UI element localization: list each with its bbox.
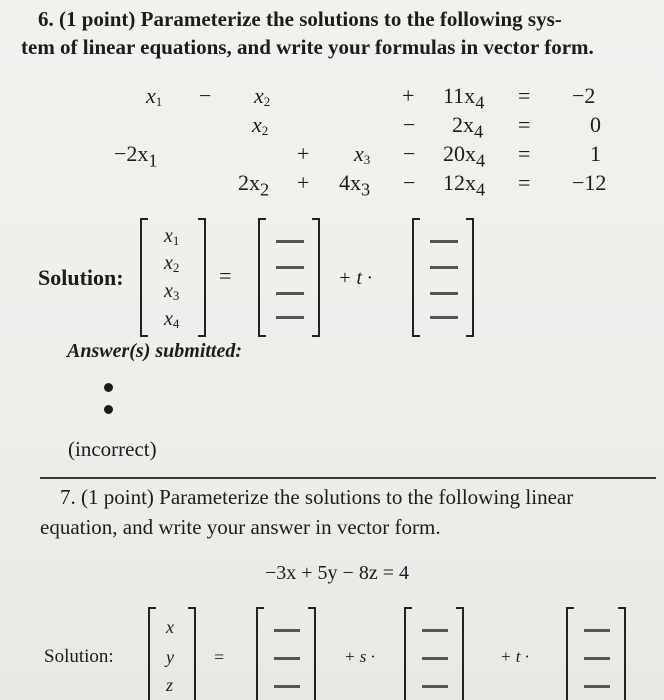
vec-x2: $x_2$ (164, 252, 180, 275)
vec-x: x (166, 617, 174, 637)
term-r4-x4: $12x_4$ (443, 170, 486, 200)
term-r2-x4: $2x_4$ (452, 112, 484, 142)
plus-s-7: + s · (344, 647, 375, 666)
term-r2-x2: $x_2$ (252, 112, 269, 138)
answer-blank[interactable] (430, 292, 458, 295)
answer-blank[interactable] (430, 316, 458, 319)
divider (40, 477, 656, 479)
answer-blank[interactable] (276, 240, 304, 243)
eq-r3: = (518, 141, 531, 166)
op-r3-3: − (403, 141, 416, 166)
op-r1-1: − (199, 83, 212, 108)
constant-vector-6 (258, 220, 320, 334)
term-r1-x4: $11x_4$ (443, 83, 485, 113)
term-r1-x2: $x_2$ (254, 83, 271, 109)
answer-blank[interactable] (422, 657, 448, 660)
eq-r2: = (518, 112, 531, 137)
problem-6-title-line2: tem of linear equations, and write your formulas in vector form. (21, 35, 594, 59)
problem-6-title-line1: 6. (1 point) Parameterize the solutions to the following sys- (38, 7, 562, 31)
answer-blank[interactable] (422, 629, 448, 632)
t-vector-7 (566, 609, 626, 700)
constant-vector-7 (256, 609, 316, 700)
bullet-answer-2 (104, 405, 113, 414)
eq-r4: = (518, 170, 531, 195)
rhs-r4: −12 (572, 170, 607, 195)
answer-blank[interactable] (584, 657, 610, 660)
equals-sign-7: = (214, 647, 225, 667)
plus-t-6: + t · (338, 267, 373, 289)
op-r3-2: + (297, 141, 310, 166)
solution-label-6: Solution: (38, 265, 124, 290)
rhs-r1: −2 (572, 83, 596, 108)
equation-7: −3x + 5y − 8z = 4 (265, 562, 409, 584)
term-r3-x1: $-2x_1$ (114, 141, 158, 171)
term-r4-x2: $2x_2$ (238, 170, 270, 200)
answer-blank[interactable] (276, 292, 304, 295)
answer-blank[interactable] (276, 266, 304, 269)
bracket-right (198, 218, 206, 337)
term-r1-x1: $x_1$ (146, 83, 163, 109)
s-vector-7 (404, 609, 464, 700)
answer-blank[interactable] (584, 629, 610, 632)
answer-blank[interactable] (430, 240, 458, 243)
problem-7-title-line1: 7. (1 point) Parameterize the solutions to the following linear (60, 485, 574, 509)
plus-t-7: + t · (500, 647, 529, 666)
op-r4-2: + (297, 170, 310, 195)
vec-x3: $x_3$ (164, 280, 180, 303)
op-r1-3: + (402, 83, 415, 108)
direction-vector-6 (412, 220, 474, 334)
op-r4-3: − (403, 170, 416, 195)
eq-r1: = (518, 83, 531, 108)
answer-blank[interactable] (274, 629, 300, 632)
problem-7-title-line2: equation, and write your answer in vector form. (40, 515, 441, 539)
answer-blank[interactable] (422, 685, 448, 688)
rhs-r2: 0 (590, 112, 601, 137)
solution-label-7: Solution: (44, 646, 114, 667)
bracket-left (140, 218, 148, 337)
answer-blank[interactable] (274, 685, 300, 688)
equals-sign-6: = (219, 263, 232, 288)
vec-x4: $x_4$ (164, 308, 180, 331)
term-r4-x3: $4x_3$ (339, 170, 371, 200)
vec-y: y (166, 647, 174, 667)
status-incorrect: (incorrect) (68, 437, 157, 461)
variable-vector-7 (148, 609, 196, 700)
term-r3-x4: $20x_4$ (443, 141, 486, 171)
vec-z: z (166, 675, 174, 695)
rhs-r3: 1 (590, 141, 601, 166)
answer-blank[interactable] (430, 266, 458, 269)
answers-submitted-label: Answer(s) submitted: (67, 340, 243, 362)
term-r3-x3: $x_3$ (354, 141, 371, 167)
vec-x1: $x_1$ (164, 225, 180, 248)
variable-vector-6 (140, 220, 206, 334)
answer-blank[interactable] (276, 316, 304, 319)
answer-blank[interactable] (274, 657, 300, 660)
answer-blank[interactable] (584, 685, 610, 688)
bullet-answer-1 (104, 383, 113, 392)
op-r2-3: − (403, 112, 416, 137)
